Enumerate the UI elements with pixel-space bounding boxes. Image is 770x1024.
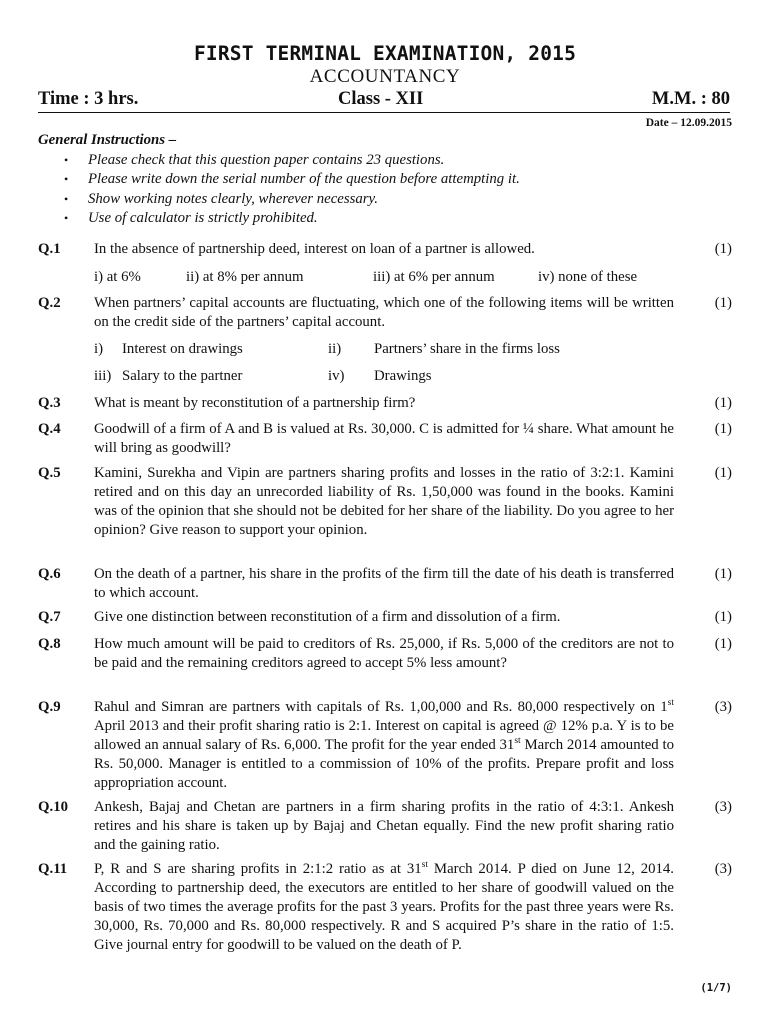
question-marks: (1) bbox=[714, 566, 732, 582]
question-number: Q.9 bbox=[38, 699, 61, 715]
bullet-icon: • bbox=[64, 191, 69, 206]
header-divider bbox=[38, 112, 730, 113]
option-iv: iv) none of these bbox=[538, 269, 638, 285]
option-text: Partners’ share in the firms loss bbox=[374, 341, 560, 357]
question-text: Ankesh, Bajaj and Chetan are partners in a firm sharing profits in the ratio of 4:3:1. Ankesh retires and his share is taken up by Bajaj and Chetan equally. Find the new profit sharing ratio and the gaining ratio. bbox=[94, 799, 674, 853]
instruction-item: • Please check that this question paper contains 23 questions. bbox=[62, 151, 520, 170]
page-number: (1/7) bbox=[700, 982, 732, 994]
question-10 bbox=[38, 798, 732, 855]
exam-meta-row bbox=[38, 89, 730, 113]
option-label: iii) bbox=[94, 368, 112, 384]
instructions-heading: General Instructions – bbox=[38, 132, 177, 148]
exam-date: Date – 12.09.2015 bbox=[645, 117, 732, 129]
option-text: Drawings bbox=[374, 368, 432, 384]
option-text: Interest on drawings bbox=[122, 341, 243, 357]
question-text: When partners’ capital accounts are fluctuating, which one of the following items will be written on the credit side of the partners’ capital account. bbox=[94, 295, 674, 330]
question-number: Q.5 bbox=[38, 465, 61, 481]
question-text: How much amount will be paid to creditors of Rs. 25,000, if Rs. 5,000 of the creditors are not to be paid and the remaining creditors agreed to accept 5% less amount? bbox=[94, 636, 674, 671]
option-text: Salary to the partner bbox=[122, 368, 243, 384]
time-allowed: Time : 3 hrs. bbox=[38, 89, 139, 109]
question-marks: (3) bbox=[714, 699, 732, 715]
question-5 bbox=[38, 464, 732, 559]
option-i: i) at 6% bbox=[94, 269, 141, 285]
question-8 bbox=[38, 635, 732, 692]
instruction-item: • Use of calculator is strictly prohibited. bbox=[62, 209, 520, 228]
question-marks: (1) bbox=[714, 241, 732, 257]
exam-title: FIRST TERMINAL EXAMINATION, 2015 bbox=[193, 42, 577, 65]
question-text: In the absence of partnership deed, interest on loan of a partner is allowed. bbox=[94, 241, 535, 257]
question-number: Q.4 bbox=[38, 421, 61, 437]
class-label: Class - XII bbox=[338, 89, 424, 109]
bullet-icon: • bbox=[64, 172, 69, 187]
question-text: Give one distinction between reconstitution of a firm and dissolution of a firm. bbox=[94, 609, 561, 625]
question-number: Q.11 bbox=[38, 861, 68, 877]
instruction-item: • Please write down the serial number of the question before attempting it. bbox=[62, 170, 520, 189]
instructions-list bbox=[62, 151, 520, 228]
question-text: On the death of a partner, his share in the profits of the firm till the date of his death is transferred to which account. bbox=[94, 566, 674, 601]
question-number: Q.10 bbox=[38, 799, 69, 815]
question-number: Q.6 bbox=[38, 566, 61, 582]
question-6 bbox=[38, 565, 732, 603]
question-number: Q.7 bbox=[38, 609, 61, 625]
question-1 bbox=[38, 240, 732, 288]
question-text: Rahul and Simran are partners with capitals of Rs. 1,00,000 and Rs. 80,000 respectively on 1st April 2013 and their profit sharing ratio is 2:1. Interest on capital is agreed @ 12% p.a. Y is to be allowed an annual salary of Rs. 6,000. The profit for the year ended 31st March 2014 amounted to Rs. 50,000. Manager is entitled to a commission of 10% of the profits. Prepare profit and loss appropriation account. bbox=[94, 698, 674, 791]
question-number: Q.1 bbox=[38, 241, 61, 257]
question-text: Goodwill of a firm of A and B is valued at Rs. 30,000. C is admitted for ¼ share. What amount he will bring as goodwill? bbox=[94, 421, 674, 456]
question-number: Q.3 bbox=[38, 395, 61, 411]
question-marks: (1) bbox=[714, 395, 732, 411]
question-marks: (3) bbox=[714, 861, 732, 877]
bullet-icon: • bbox=[64, 210, 69, 225]
option-label: i) bbox=[94, 341, 104, 357]
question-marks: (1) bbox=[714, 421, 732, 437]
subject-title: ACCOUNTANCY bbox=[309, 66, 461, 87]
question-number: Q.2 bbox=[38, 295, 61, 311]
question-text: P, R and S are sharing profits in 2:1:2 ratio as at 31st March 2014. P died on June 12, 2014. According to partnership deed, the executors are entitled to her share of goodwill valued on the basis of two times the average profits for the past 3 years. Profits for the past three years were Rs. 30,000, Rs. 70,000 and Rs. 80,000 respectively. R and S acquired P’s share in the ratio of 1:5. Give journal entry for goodwill to be valued on the death of P. bbox=[94, 860, 674, 953]
question-marks: (1) bbox=[714, 465, 732, 481]
max-marks: M.M. : 80 bbox=[651, 89, 730, 109]
question-marks: (1) bbox=[714, 295, 732, 311]
question-marks: (1) bbox=[714, 609, 732, 625]
question-marks: (3) bbox=[714, 799, 732, 815]
question-3 bbox=[38, 394, 732, 414]
question-7 bbox=[38, 608, 732, 628]
question-9 bbox=[38, 698, 732, 793]
instruction-item: • Show working notes clearly, wherever necessary. bbox=[62, 190, 520, 209]
question-text: What is meant by reconstitution of a partnership firm? bbox=[94, 395, 416, 411]
bullet-icon: • bbox=[64, 153, 69, 167]
option-iii: iii) at 6% per annum bbox=[373, 269, 495, 285]
option-ii: ii) at 8% per annum bbox=[186, 269, 304, 285]
question-2 bbox=[38, 294, 732, 389]
question-11 bbox=[38, 860, 732, 974]
question-text: Kamini, Surekha and Vipin are partners sharing profits and losses in the ratio of 3:2:1. Kamini retired and on this day an unrecorded liability of Rs. 1,50,000 was found in the books. Kamini was of the opinion that she should not be debited for her share of the liability. Do you agree to her opinion? Give reason to support your opinion. bbox=[94, 465, 674, 538]
option-label: iv) bbox=[328, 368, 345, 384]
option-label: ii) bbox=[328, 341, 342, 357]
question-number: Q.8 bbox=[38, 636, 61, 652]
question-marks: (1) bbox=[714, 636, 732, 652]
question-4 bbox=[38, 420, 732, 458]
